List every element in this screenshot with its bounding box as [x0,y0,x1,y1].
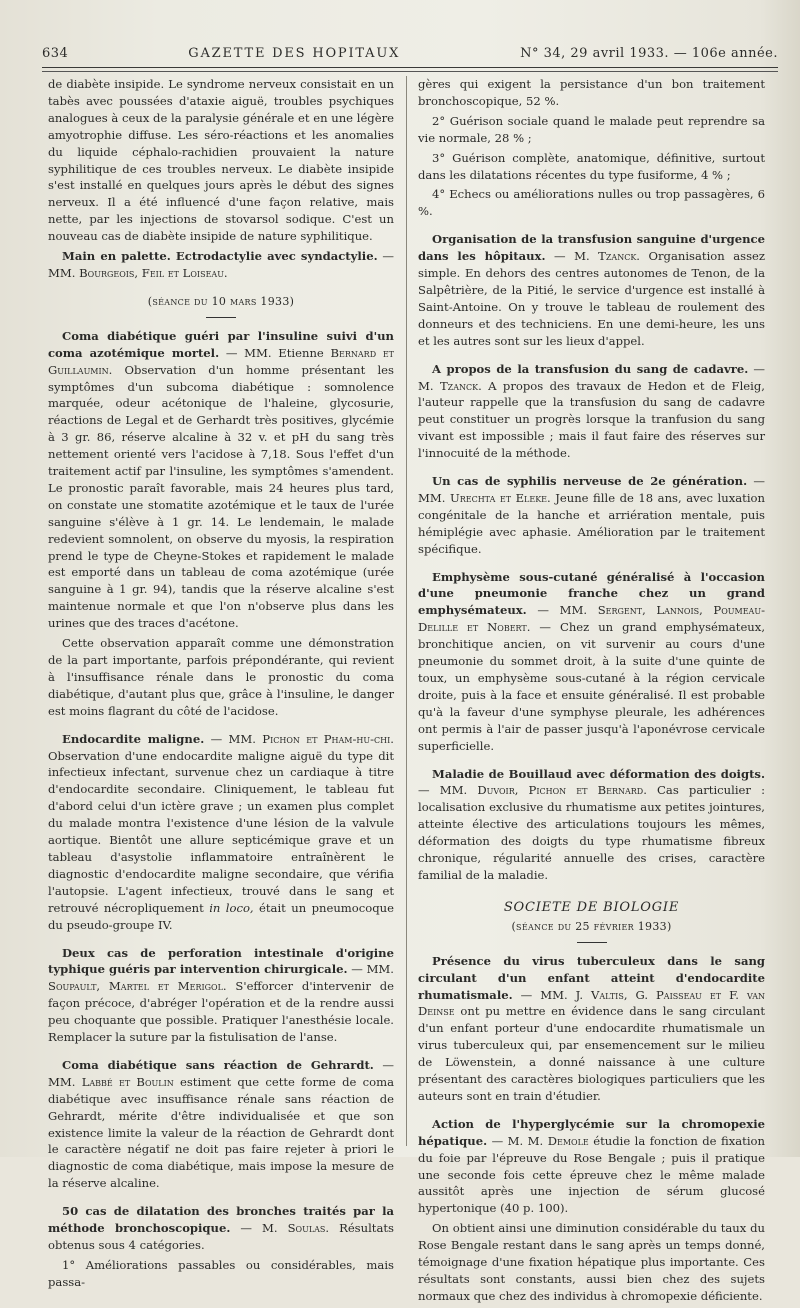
entry-authors: Bernard et Guillaumin. [48,345,395,377]
entry-title: Main en palette. Ectrodactylie avec syndactylie. [62,249,378,264]
entry-title: Endocardite maligne. [62,731,205,746]
entry-authors: Tzanck. [598,249,640,264]
paragraph: 1° Améliorations passables ou considérables, mais passa- [48,1257,394,1289]
entry-body: — Chez un grand emphysémateux, bronchitique ancien, on vit survenir au cours d'une pneumonie du sommet droit, à la suite d'une quinte de toux, un emphysème sous-cutané à la région cervicale droite, puis à la face et ensuite généralisé. Il est probable qu'à la faveur d'une symphyse pleurale, les adhérences ont permis à l'air de passer jusqu'à l'aponévrose cervicale superficielle. [418,620,765,753]
report-entry: Maladie de Bouillaud avec déformation des doigts. — MM. Duvoir, Pichon et Bernard. Cas particulier : localisation exclusive du rhumatisme aux petites jointures, atteinte élective des articulations toujours les mêmes, déformation des doigts du type rhumatisme fibreux chronique, régularité annuelle des crises, caractère familial de la maladie. [418,766,766,882]
entry-authors: Duvoir, Pichon et Bernard. [477,783,647,798]
issue-info: N° 34, 29 avril 1933. — 106e année. [520,45,778,61]
report-entry: Emphysème sous-cutané généralisé à l'occasion d'une pneumonie franche chez un grand emphysémateux. — MM. Sergent, Lannois, Poumeau-Delille et Nobert. — Chez un grand emphysémateux, bronchitique ancien, on vit survenir au cours d'une pneumonie du sommet droit, à la suite d'une quinte de toux, un emphysème sous-cutané à la région cervicale droite, puis à la face et ensuite généralisé. Il est probable qu'à la faveur d'une symphyse pleurale, les adhérences ont permis à l'air de passer jusqu'à l'aponévrose cervicale superficielle. [418,569,765,753]
running-header [42,40,778,66]
entry-body: Cas particulier : localisation exclusive du rhumatisme aux petites jointures, atteinte élective des articulations toujours les mêmes, déformation des doigts du type rhumatisme fibreux chronique, régularité annuelle des crises, caractère familial de la maladie. [418,783,766,882]
entry-body: S'efforcer d'intervenir de façon précoce, d'abréger l'opération et de la rendre aussi peu choquante que possible. Pratiquer l'anesthésie locale. Remplacer la suture par la fistulisation de l'anse. [48,979,394,1045]
entry-body: Organisation assez simple. En dehors des centres autonomes de Tenon, de la Salpêtrière, de la Pitié, le service d'urgence est installé à Saint-Antoine. On y trouve le tableau de roulement des donneurs et des techniciens. En une demi-heure, les uns et les autres sont sur les lieux d'appel. [418,249,765,348]
paragraph: On obtient ainsi une diminution considérable du taux du Rose Bengale restant dans le sang après un temps donné, témoignage d'une fixation hépatique plus importante. Ces résultats sont constants, aussi bien chez des sujets normaux que chez des individus à chromopexie déficiente. [418,1221,765,1303]
society-heading: SOCIETE DE BIOLOGIE [503,899,680,915]
entry-authors: Sergent, Lannois, Poumeau-Delille et Nobert. [418,603,765,635]
report-entry: Coma diabétique guéri par l'insuline suivi d'un coma azotémique mortel. — MM. Etienne Bernard et Guillaumin. Observation d'un homme présentant les symptômes d'un subcoma diabétique : somnolence marquée, odeur acétonique de l'haleine, glycosurie, réactions de Legal et de Gerhardt très positives, glycémie à 3 gr. 86, réserve alcaline à 32 v. et pH du sang très nettement orienté vers l'acidose à 7,18. Sous l'effet d'un traitement actif par l'insuline, les symptômes s'amendent. Le pronostic paraît favorable, mais 24 heures plus tard, on constate une stomatite azotémique et le taux de l'urée sanguine s'élève à 1 gr. 14. Le lendemain, le malade redevient somnolent, on observe du myosis, la respiration prend le type de Cheyne-Stokes et rapidement le malade est emporté dans un tableau de coma azotémique (urée sanguine à 1 gr. 94), tandis que la réserve alcaline s'est maintenue normale et que l'on n'observe plus dans les urines que des traces d'acétone. [48,328,395,631]
latin-term: in loco, [209,900,254,915]
report-entry: Main en palette. Ectrodactylie avec syndactylie. — MM. Bourgeois, Feil et Loiseau. [48,249,395,280]
entry-authors: Demole [547,1133,589,1148]
section-rule [577,942,607,943]
entry-body: Jeune fille de 18 ans, avec luxation congénitale de la hanche et arriération mentale, puis hémiplégie avec aphasie. Amélioration par le traitement spécifique. [418,490,765,556]
entry-title: A propos de la transfusion du sang de cadavre. [432,361,749,376]
report-entry: Coma diabétique sans réaction de Gehrardt. — MM. Labbé et Boulin estiment que cette forme de coma diabétique avec insuffisance rénale sans réaction de Gehrardt, mérite d'être individualisée et que son existence limite la valeur de la réaction de Gehrardt dont le caractère négatif ne doit pas faire rejeter à priori le diagnostic de coma diabétique, mais impose la mesure de la réserve alcaline. [48,1057,394,1191]
entry-authors: Urechta et Eleke. [449,490,551,505]
entry-body: étudie la fonction de fixation du foie par l'épreuve du Rose Bengale ; puis il pratique une seconde fois cette épreuve chez le même malade aussitôt après une injection de sérum glucosé hypertonique (40 p. 100). [418,1133,765,1216]
entry-title: Emphysème sous-cutané généralisé à l'occasion d'une pneumonie franche chez un grand emphysémateux. [418,569,765,618]
paragraph: Cette observation apparaît comme une démonstration de la part importante, parfois prépondérante, qui revient à l'insuffisance rénale dans le pronostic du coma diabétique, d'autant plus que, grâce à l'insuline, le danger est moins flagrant du côté de l'acidose. [48,636,394,718]
entry-title: Action de l'hyperglycémie sur la chromopexie hépatique. [418,1116,765,1148]
report-entry: Organisation de la transfusion sanguine d'urgence dans les hôpitaux. — M. Tzanck. Organisation assez simple. En dehors des centres autonomes de Tenon, de la Salpêtrière, de la Pitié, le service d'urgence est installé à Saint-Antoine. On y trouve le tableau de roulement des donneurs et des techniciens. En une demi-heure, les uns et les autres sont sur les lieux d'appel. [418,232,765,348]
entry-title: Coma diabétique sans réaction de Gehrardt. [62,1057,374,1072]
report-entry: Endocardite maligne. — MM. Pichon et Pham-hu-chi. Observation d'une endocardite maligne aiguë du type dit infectieux infectant, survenue chez un cardiaque à titre d'endocardite secondaire. Cliniquement, le tableau fut d'abord celui d'un ictère grave ; un examen plus complet du malade montra l'existence d'une lésion de la valvule aortique. Bientôt une allure septicémique grave et un tableau d'asystolie inflammatoire entraînèrent le diagnostic d'endocardite maligne secondaire, que vérifia l'autopsie. L'agent infectieux, trouvé dans le sang et retrouvé nécropliquement in loco, était un pneumocoque du pseudo-groupe IV. [48,731,394,932]
entry-title: Coma diabétique guéri par l'insuline suivi d'un coma azotémique mortel. [48,328,394,360]
entry-title: Maladie de Bouillaud avec déformation des doigts. [432,766,765,781]
paragraph: 4° Echecs ou améliorations nulles ou trop passagères, 6 %. [418,187,765,219]
section-rule [206,317,236,318]
entry-title: 50 cas de dilatation des bronches traités par la méthode bronchoscopique. [48,1204,394,1236]
paragraph: 2° Guérison sociale quand le malade peut reprendre sa vie normale, 28 % ; [418,113,765,145]
paragraph: de diabète insipide. Le syndrome nerveux consistait en un tabès avec poussées d'ataxie aiguë, troubles psychiques analogues à ceux de la paralysie générale et en une légère amyotrophie diffuse. Les séro-réactions et les anomalies du liquide céphalo-rachidien prouvaient la nature syphilitique de ces troubles nerveux. Le diabète insipide s'est installé en quelques jours après le début des signes nerveux. Il a été influencé d'une façon relative, mais nette, par les injections de stovarsol sodique. C'est un nouveau cas de diabète insipide de nature syphilitique. [48,77,394,244]
header-rule-thin [42,71,778,72]
journal-title: GAZETTE DES HOPITAUX [188,45,401,61]
entry-authors: Pichon et Pham-hu-chi. [262,731,394,746]
entry-authors: Valtis, G. Paisseau et F. van Deinse [418,987,765,1019]
report-entry: Action de l'hyperglycémie sur la chromopexie hépatique. — M. M. Demole étudie la fonction de fixation du foie par l'épreuve du Rose Bengale ; puis il pratique une seconde fois cette épreuve chez le même malade aussitôt après une injection de sérum glucosé hypertonique (40 p. 100). [418,1116,765,1216]
report-entry: Un cas de syphilis nerveuse de 2e génération. — MM. Urechta et Eleke. Jeune fille de 18 ans, avec luxation congénitale de la hanche et arriération mentale, puis hémiplégie avec aphasie. Amélioration par le traitement spécifique. [418,474,765,556]
entry-body: ont pu mettre en évidence dans le sang circulant d'un enfant porteur d'une endocardite rhumatismale un virus tuberculeux qui, par ensemencement sur le milieu de Löwenstein, a donné naissance à une culture présentant des caractères biologiques particuliers que les auteurs sont en train d'étudier. [418,1004,765,1103]
entry-authors: Bourgeois, Feil et Loiseau. [79,265,228,280]
entry-title: Un cas de syphilis nerveuse de 2e génération. [432,474,748,489]
page-number: 634 [42,45,69,61]
right-column [418,76,765,1308]
entry-body: A propos des travaux de Hedon et de Fleig, l'auteur rappelle que la transfusion du sang de cadavre peut constituer un progrès lorsque la tranfusion du sang vivant est impossible ; mais il faut faire des réserves sur l'innocuité de la méthode. [418,378,765,461]
entry-authors: Tzanck. [439,378,482,393]
report-entry: Deux cas de perforation intestinale d'origine typhique guéris par intervention chirurgicale. — MM. Soupault, Martel et Merigol. S'efforcer d'intervenir de façon précoce, d'abréger l'opération et de la rendre aussi peu choquante que possible. Pratiquer l'anesthésie locale. Remplacer la suture par la fistulisation de l'anse. [48,945,394,1045]
entry-body: Résultats obtenus sous 4 catégories. [48,1221,394,1252]
entry-body: Observation d'un homme présentant les symptômes d'un subcoma diabétique : somnolence marquée, odeur acétonique de l'haleine, glycosurie, réactions de Legal et de Gerhardt très positives, glycémie à 3 gr. 86, réserve alcaline à 32 v. et pH du sang très nettement orienté vers l'acidose à 7,18. Sous l'effet d'un traitement actif par l'insuline, les symptômes s'amendent. Le pronostic paraît favorable, mais 24 heures plus tard, on constate une stomatite azotémique et le taux de l'urée sanguine s'élève à 1 gr. 14. Le lendemain, le malade redevient somnolent, on observe du myosis, la respiration prend le type de Cheyne-Stokes et rapidement le malade est emporté dans un tableau de coma azotémique (urée sanguine à 1 gr. 94), tandis que la réserve alcaline s'est maintenue normale et que l'on n'observe plus dans les urines que des traces d'acétone. [48,362,394,631]
entry-body: estiment que cette forme de coma diabétique avec insuffisance rénale sans réaction de Gehrardt, mérite d'être individualisée et que son existence limite la valeur de la réaction de Gehrardt dont le caractère négatif ne doit pas faire rejeter à priori le diagnostic de coma diabétique, mais impose la mesure de la réserve alcaline. [48,1074,394,1191]
report-entry: A propos de la transfusion du sang de cadavre. — M. Tzanck. A propos des travaux de Hedon et de Fleig, l'auteur rappelle que la transfusion du sang de cadavre peut constituer un progrès lorsque la tranfusion du sang vivant est impossible ; mais il faut faire des réserves sur l'innocuité de la méthode. [418,361,765,461]
left-column [48,76,394,1294]
entry-body: Observation d'une endocardite maligne aiguë du type dit infectieux infectant, survenue chez un cardiaque à titre d'endocardite secondaire. Cliniquement, le tableau fut d'abord celui d'un ictère grave ; un examen plus complet du malade montra l'existence d'une lésion de la valvule aortique. Bientôt une allure septicémique grave et un tableau d'asystolie inflammatoire entraînèrent le diagnostic d'endocardite maligne secondaire, que vérifia l'autopsie. L'agent infectieux, trouvé dans le sang et retrouvé nécropliquement [48,748,394,915]
entry-authors: Soulas. [287,1221,330,1236]
entry-title: Présence du virus tuberculeux dans le sang circulant d'un enfant atteint d'endocardite rhumatismale. [418,953,765,1002]
entry-authors: Soupault, Martel et Merigol. [48,979,227,994]
column-divider [406,76,407,1146]
report-entry: 50 cas de dilatation des bronches traités par la méthode bronchoscopique. — M. Soulas. Résultats obtenus sous 4 catégories. [48,1204,394,1252]
header-rule [42,67,778,68]
report-entry: Présence du virus tuberculeux dans le sang circulant d'un enfant atteint d'endocardite rhumatismale. — MM. J. Valtis, G. Paisseau et F. van Deinse ont pu mettre en évidence dans le sang circulant d'un enfant porteur d'une endocardite rhumatismale un virus tuberculeux qui, par ensemencement sur le milieu de Löwenstein, a donné naissance à une culture présentant des caractères biologiques particuliers que les auteurs sont en train d'étudier. [418,953,765,1103]
session-heading: (séance du 10 mars 1933) [147,294,295,308]
entry-title: Organisation de la transfusion sanguine d'urgence dans les hôpitaux. [418,232,765,264]
entry-authors: Labbé et Boulin [81,1074,174,1089]
paragraph: gères qui exigent la persistance d'un bon traitement bronchoscopique, 52 %. [418,77,765,108]
paragraph: 3° Guérison complète, anatomique, définitive, surtout dans les dilatations récentes du type fusiforme, 4 % ; [418,150,765,182]
entry-title: Deux cas de perforation intestinale d'origine typhique guéris par intervention chirurgicale. [48,945,394,977]
session-heading: (séance du 25 février 1933) [511,919,672,933]
